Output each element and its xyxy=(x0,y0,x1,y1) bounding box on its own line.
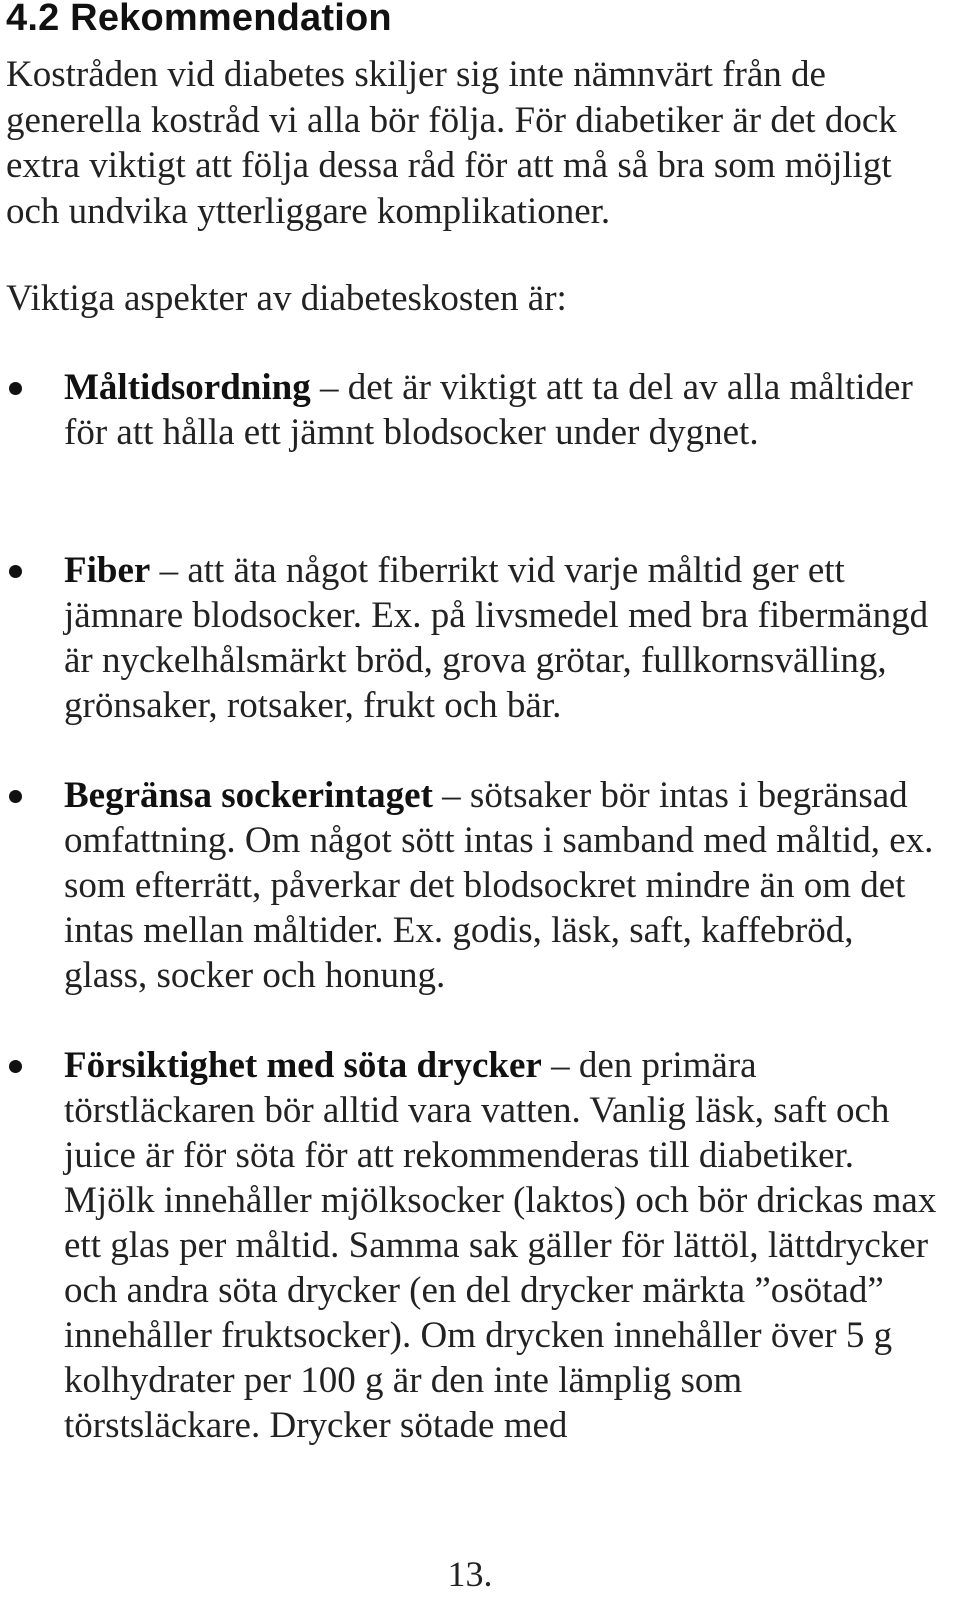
page-number: 13. xyxy=(447,1554,493,1594)
bullet-icon xyxy=(9,565,22,578)
bullet-text xyxy=(64,773,944,998)
intro-paragraph: Kostråden vid diabetes skiljer sig inte nämnvärt från de generella kostråd vi alla bör följa. För diabetiker är det dock extra viktigt att följa dessa råd för att må så bra som möjligt och undvika ytterliggare komplikationer. xyxy=(6,54,897,232)
section-heading: 4.2 Rekommendation xyxy=(6,0,392,39)
bullet-term: Försiktighet med söta drycker xyxy=(64,1045,542,1086)
bullet-term: Måltidsordning xyxy=(64,367,311,408)
bullet-icon xyxy=(9,1060,22,1073)
bullet-description: – den primära törstläckaren bör alltid vara vatten. Vanlig läsk, saft och juice är för söta för att rekommenderas till diabetiker. Mjölk innehåller mjölksocker (laktos) och bör drickas max ett glas per måltid. Samma sak gäller för lättöl, lättdrycker och andra söta drycker (en del drycker märkta ”osötad” innehåller fruktsocker). Om drycken innehåller över 5 g kolhydrater per 100 g är den inte lämplig som törstsläckare. Drycker sötade med xyxy=(64,1045,937,1446)
bullet-text xyxy=(64,1043,944,1448)
bullet-icon xyxy=(9,382,22,395)
bullet-description: – att äta något fiberrikt vid varje måltid ger ett jämnare blodsocker. Ex. på livsmedel med bra fibermängd är nyckelhålsmärkt bröd, grova grötar, fullkornsvälling, grönsaker, rotsaker, frukt och bär. xyxy=(64,550,929,726)
bullet-text xyxy=(64,365,944,455)
bullet-text xyxy=(64,548,944,728)
lead-paragraph: Viktiga aspekter av diabeteskosten är: xyxy=(6,278,567,319)
bullet-description: – det är viktigt att ta del av alla måltider för att hålla ett jämnt blodsocker under dygnet. xyxy=(64,367,913,453)
bullet-term: Fiber xyxy=(64,550,151,591)
bullet-description: – sötsaker bör intas i begränsad omfattning. Om något sött intas i samband med måltid, ex. som efterrätt, påverkar det blodsockret mindre än om det intas mellan måltider. Ex. godis, läsk, saft, kaffebröd, glass, socker och honung. xyxy=(64,775,934,996)
bullet-term: Begränsa sockerintaget xyxy=(64,775,433,816)
bullet-icon xyxy=(9,790,22,803)
